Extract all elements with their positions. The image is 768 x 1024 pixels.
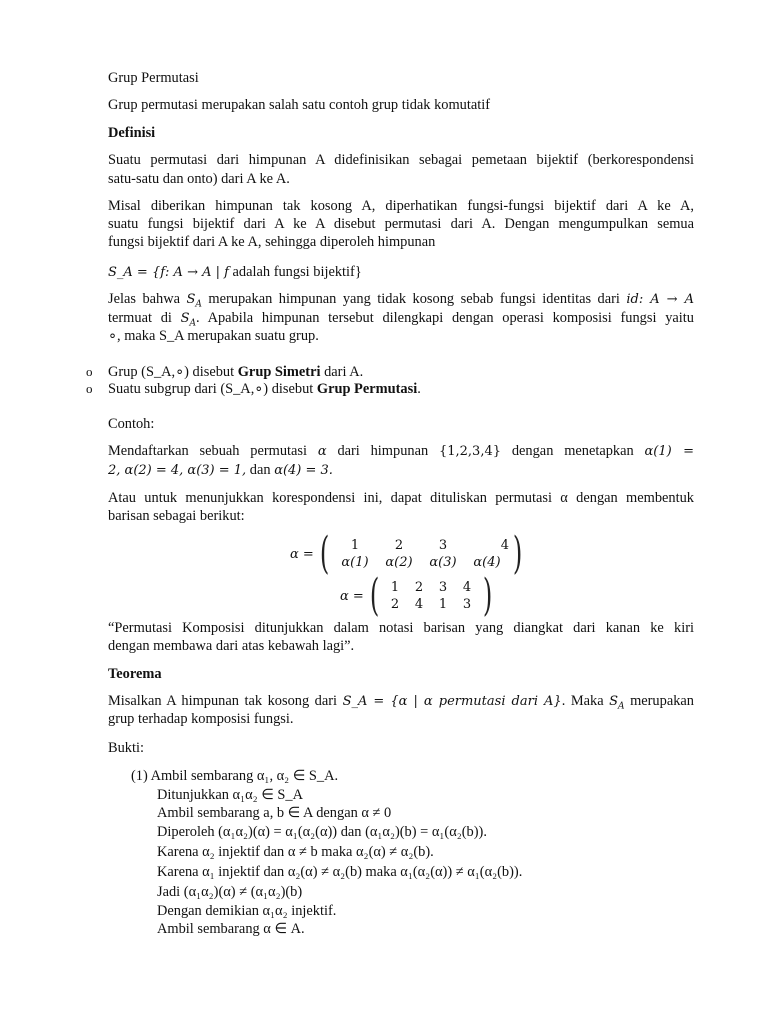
definition-line-1: Suatu permutasi dari himpunan A didefinisikan sebagai pemetaan bijektif (berkorespondensi (108, 152, 694, 168)
para2-line-2: suatu fungsi bijektif dari A ke A disebut permutasi dari A. Dengan mengumpulkan semua (108, 216, 694, 232)
doc-title: Grup Permutasi (108, 70, 199, 86)
para3-line-1: Jelas bahwa $S_A$ merupakan himpunan yang tidak kosong sebab fungsi identitas dari id: A → A (108, 291, 694, 310)
proof-line: Jadi (α₁α₂)(α) ≠ (α₁α₂)(b) (157, 884, 303, 900)
matrix1-cell: α(3) (429, 555, 457, 570)
matrix1-cell: α(2) (385, 555, 413, 570)
matrix1-cell: α(4) (473, 555, 501, 570)
matrix2-cell: 4 (462, 580, 472, 595)
matrix1-cell: 4 (500, 538, 509, 553)
proof-line: Ambil sembarang α ∈ A. (157, 921, 305, 937)
matrix2-cell: 3 (462, 597, 472, 612)
example-line-1: Mendaftarkan sebuah permutasi α dari himpunan {1,2,3,4} dengan menetapkan α(1) = (108, 443, 694, 459)
proof-line: Karena α₂ injektif dan α ≠ b maka α₂(α) ≠ α₂(b). (157, 844, 434, 860)
para2-line-1: Misal diberikan himpunan tak kosong A, diperhatikan fungsi-fungsi bijektif dari A ke A, (108, 198, 694, 214)
proof-line: Karena α₁ injektif dan α₂(α) ≠ α₂(b) maka α₁(α₂(α)) ≠ α₁(α₂(b)). (157, 864, 523, 880)
right-paren: ) (482, 570, 493, 621)
bukti-label: Bukti: (108, 740, 144, 756)
quote-line-1: “Permutasi Komposisi ditunjukkan dalam notasi barisan yang diangkat dari kanan ke kiri (108, 620, 694, 636)
left-paren: ( (319, 528, 330, 579)
matrix2-cell: 1 (390, 580, 400, 595)
quote-line-2: dengan membawa dari atas kebawah lagi”. (108, 638, 355, 654)
theorem-line-2: grup terhadap komposisi fungsi. (108, 711, 294, 727)
bullet-marker-2: o (86, 381, 93, 396)
matrix2-label: α = (340, 588, 364, 604)
matrix1-cell: α(1) (341, 555, 369, 570)
teorema-heading: Teorema (108, 666, 162, 682)
left-paren: ( (369, 570, 380, 621)
right-paren: ) (512, 528, 523, 579)
permutation-matrix-2 (340, 570, 496, 621)
matrix1-cell: 1 (350, 538, 360, 553)
para3-line-3: ∘, maka S_A merupakan suatu grup. (108, 328, 319, 344)
bullet-marker-1: o (86, 364, 93, 379)
para4-line-1: Atau untuk menunjukkan korespondensi ini, dapat dituliskan permutasi α dengan membentuk (108, 490, 694, 506)
intro-line: Grup permutasi merupakan salah satu contoh grup tidak komutatif (108, 97, 491, 113)
permutation-matrix-1 (290, 528, 526, 579)
para2-line-3: fungsi bijektif dari A ke A, sehingga diperoleh himpunan (108, 234, 436, 250)
matrix2-cell: 2 (414, 580, 424, 595)
matrix2-cell: 2 (390, 597, 400, 612)
matrix1-cell: 2 (394, 538, 404, 553)
matrix2-cell: 1 (438, 597, 448, 612)
proof-line: Dengan demikian α₁α₂ injektif. (157, 903, 337, 919)
para4-line-2: barisan sebagai berikut: (108, 508, 245, 524)
contoh-label: Contoh: (108, 416, 155, 432)
matrix2-cell: 4 (414, 597, 424, 612)
proof-line: Diperoleh (α₁α₂)(α) = α₁(α₂(α)) dan (α₁α₂)(b) = α₁(α₂(b)). (157, 824, 487, 840)
example-line-2: 2, α(2) = 4, α(3) = 1, dan α(4) = 3. (108, 462, 333, 478)
set-definition: S_A = {f: A → A | f adalah fungsi bijektif} (108, 264, 362, 280)
para3-line-2: termuat di $S_A$. Apabila himpunan tersebut dilengkapi dengan operasi komposisi fungsi yaitu (108, 310, 694, 329)
definisi-heading: Definisi (108, 125, 156, 141)
matrix2-cell: 3 (438, 580, 448, 595)
proof-step-1: (1) Ambil sembarang α₁, α₂ ∈ S_A. (131, 768, 339, 784)
matrix1-label: α = (290, 546, 314, 562)
theorem-line-1: Misalkan A himpunan tak kosong dari S_A = {α | α permutasi dari A}. Maka $S_A$ merupakan (108, 693, 694, 712)
bullet-item-2: Suatu subgrup dari (S_A,∘) disebut Grup Permutasi. (108, 381, 421, 397)
proof-line: Ditunjukkan α₁α₂ ∈ S_A (157, 787, 303, 803)
bullet-item-1: Grup (S_A,∘) disebut Grup Simetri dari A. (108, 364, 364, 380)
definition-line-2: satu-satu dan onto) dari A ke A. (108, 171, 290, 187)
matrix1-cell: 3 (438, 538, 448, 553)
proof-line: Ambil sembarang a, b ∈ A dengan α ≠ 0 (157, 805, 392, 821)
